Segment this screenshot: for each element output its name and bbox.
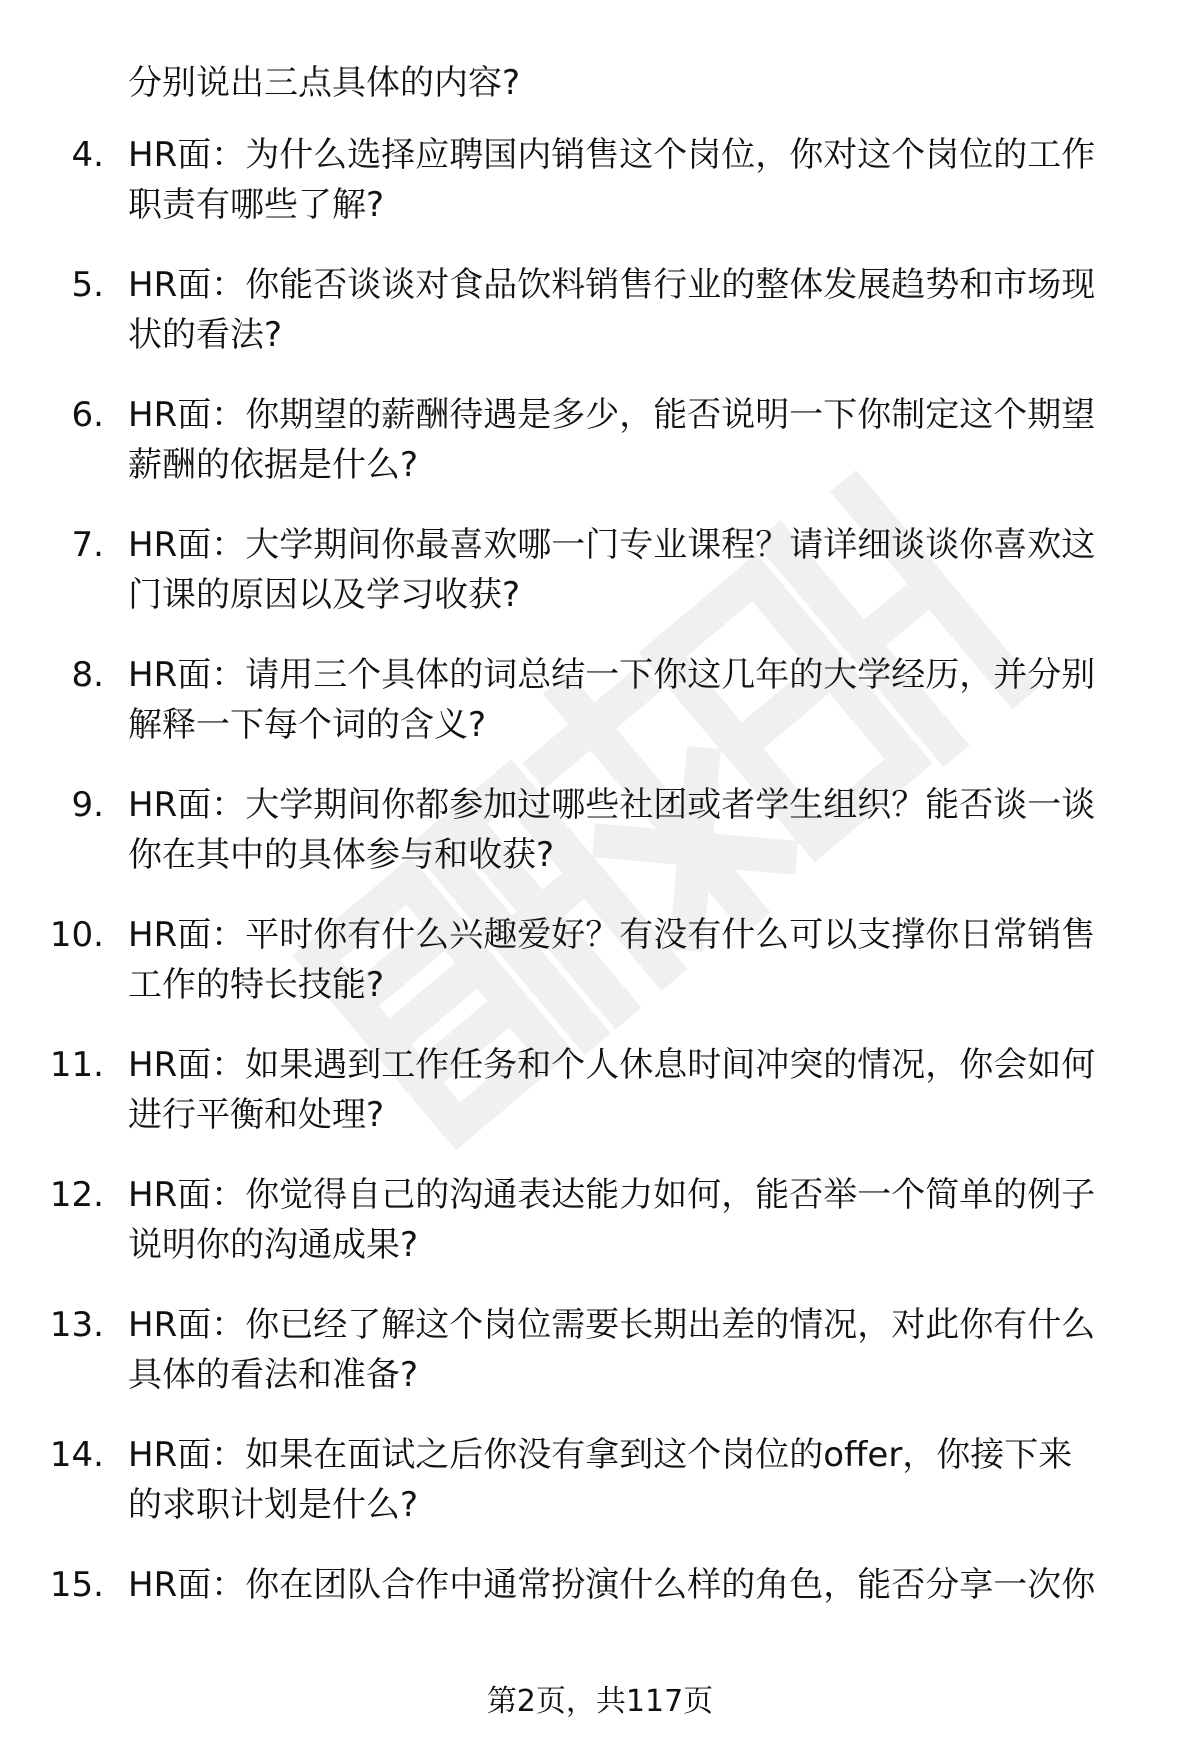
question-line: 薪酬的依据是什么? bbox=[128, 445, 419, 485]
question-number: 6. bbox=[71, 395, 104, 435]
question-number: 12. bbox=[49, 1175, 104, 1215]
question-line: 解释一下每个词的含义? bbox=[128, 705, 487, 745]
question-line: HR面：为什么选择应聘国内销售这个岗位，你对这个岗位的工作 bbox=[128, 135, 1096, 175]
question-number: 7. bbox=[71, 525, 104, 565]
list-item bbox=[0, 1300, 1200, 1430]
question-line: HR面：如果在面试之后你没有拿到这个岗位的offer，你接下来 bbox=[128, 1435, 1073, 1475]
question-line: 说明你的沟通成果? bbox=[128, 1225, 419, 1265]
list-item bbox=[0, 520, 1200, 650]
question-line: HR面：如果遇到工作任务和个人休息时间冲突的情况，你会如何 bbox=[128, 1045, 1096, 1085]
question-number: 11. bbox=[49, 1045, 104, 1085]
question-number: 4. bbox=[71, 135, 104, 175]
question-line: HR面：大学期间你最喜欢哪一门专业课程？请详细谈谈你喜欢这 bbox=[128, 525, 1096, 565]
question-line: HR面：你觉得自己的沟通表达能力如何，能否举一个简单的例子 bbox=[128, 1175, 1096, 1215]
question-list bbox=[0, 58, 1200, 1690]
list-item bbox=[0, 390, 1200, 520]
question-line: 分别说出三点具体的内容? bbox=[128, 63, 521, 103]
list-item bbox=[0, 1040, 1200, 1170]
question-line: HR面：你能否谈谈对食品饮料销售行业的整体发展趋势和市场现 bbox=[128, 265, 1096, 305]
list-item bbox=[0, 1170, 1200, 1300]
question-line: 状的看法? bbox=[128, 315, 283, 355]
question-line: HR面：大学期间你都参加过哪些社团或者学生组织？能否谈一谈 bbox=[128, 785, 1096, 825]
question-text bbox=[128, 780, 1158, 880]
question-number: 5. bbox=[71, 265, 104, 305]
list-item bbox=[0, 650, 1200, 780]
page-footer: 第2页，共117页 bbox=[486, 1684, 714, 1719]
question-text bbox=[128, 520, 1158, 620]
question-line: HR面：平时你有什么兴趣爱好？有没有什么可以支撑你日常销售 bbox=[128, 915, 1096, 955]
question-line: 具体的看法和准备? bbox=[128, 1355, 419, 1395]
continuation-text bbox=[128, 58, 1158, 108]
question-number: 9. bbox=[71, 785, 104, 825]
list-item bbox=[0, 910, 1200, 1040]
question-number: 8. bbox=[71, 655, 104, 695]
list-item bbox=[0, 260, 1200, 390]
question-text bbox=[128, 260, 1158, 360]
question-text bbox=[128, 1040, 1158, 1140]
list-item bbox=[0, 1560, 1200, 1690]
list-item bbox=[0, 780, 1200, 910]
question-line: HR面：你在团队合作中通常扮演什么样的角色，能否分享一次你 bbox=[128, 1565, 1096, 1605]
question-number: 14. bbox=[49, 1435, 104, 1475]
question-text bbox=[128, 1430, 1158, 1530]
question-line: 进行平衡和处理? bbox=[128, 1095, 385, 1135]
question-text bbox=[128, 1300, 1158, 1400]
question-line: 的求职计划是什么? bbox=[128, 1485, 419, 1525]
question-number: 13. bbox=[49, 1305, 104, 1345]
question-number: 10. bbox=[49, 915, 104, 955]
question-line: 门课的原因以及学习收获? bbox=[128, 575, 521, 615]
question-line: 你在其中的具体参与和收获? bbox=[128, 835, 555, 875]
question-text bbox=[128, 910, 1158, 1010]
list-item bbox=[0, 130, 1200, 260]
question-line: 工作的特长技能? bbox=[128, 965, 385, 1005]
list-item-continuation bbox=[0, 58, 1200, 130]
question-number: 15. bbox=[49, 1565, 104, 1605]
question-text bbox=[128, 650, 1158, 750]
question-text bbox=[128, 1560, 1158, 1610]
question-line: 职责有哪些了解? bbox=[128, 185, 385, 225]
question-line: HR面：你期望的薪酬待遇是多少，能否说明一下你制定这个期望 bbox=[128, 395, 1096, 435]
list-item bbox=[0, 1430, 1200, 1560]
question-line: HR面：你已经了解这个岗位需要长期出差的情况，对此你有什么 bbox=[128, 1305, 1096, 1345]
question-text bbox=[128, 130, 1158, 230]
question-text bbox=[128, 1170, 1158, 1270]
question-text bbox=[128, 390, 1158, 490]
question-line: HR面：请用三个具体的词总结一下你这几年的大学经历，并分别 bbox=[128, 655, 1096, 695]
